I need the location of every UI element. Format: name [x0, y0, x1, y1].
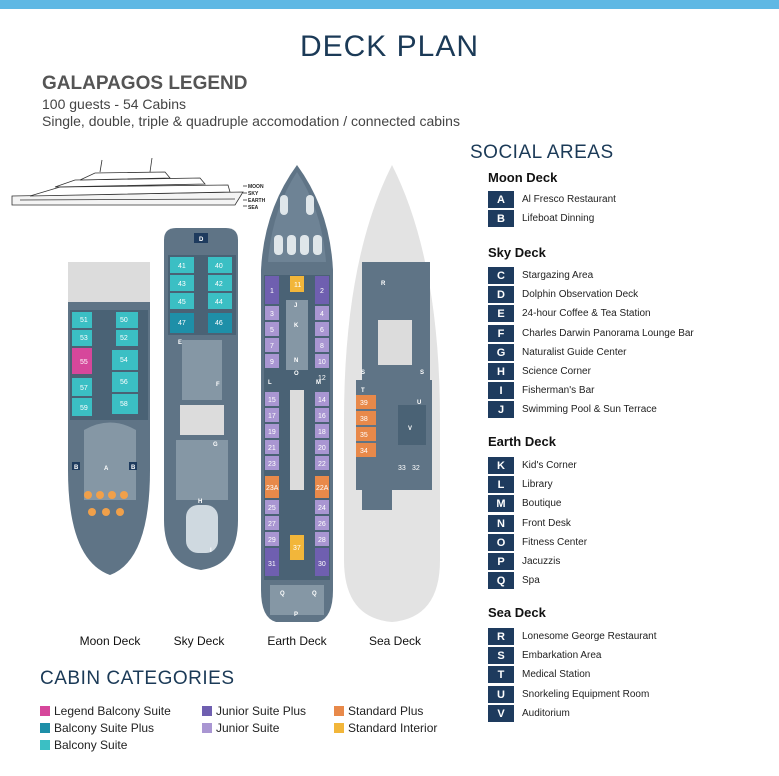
category-label: Legend Balcony Suite — [54, 704, 171, 718]
earth-cabin-22: 22 — [318, 461, 326, 468]
sky-tag-h: H — [198, 499, 203, 505]
sky-tag-e: E — [178, 340, 183, 346]
category-swatch — [40, 723, 50, 733]
profile-label-moon: MOON — [248, 184, 264, 190]
sea-tag-s-left: S — [361, 370, 366, 376]
area-label: Al Fresco Restaurant — [522, 194, 616, 205]
social-area-item — [488, 382, 595, 399]
earth-cabin-2: 2 — [320, 288, 324, 295]
social-areas-title: SOCIAL AREAS — [470, 142, 614, 163]
deck-label-sea: Sea Deck — [368, 634, 422, 648]
area-letter-badge: G — [488, 344, 514, 361]
social-area-item — [488, 210, 594, 227]
earth-cabin-3: 3 — [270, 311, 274, 318]
social-deck-heading: Moon Deck — [488, 170, 558, 185]
sea-tag-r: R — [381, 281, 386, 287]
sky-cabin-42: 42 — [215, 281, 223, 288]
sky-tag-i: I — [210, 548, 212, 554]
sky-cabin-41: 41 — [178, 263, 186, 270]
area-label: 24-hour Coffee & Tea Station — [522, 308, 651, 319]
area-letter-badge: I — [488, 382, 514, 399]
area-label: Embarkation Area — [522, 650, 602, 661]
social-area-item — [488, 534, 587, 551]
social-area-item — [488, 705, 570, 722]
area-letter-badge: J — [488, 401, 514, 418]
moon-tag-b-right: B — [131, 465, 136, 471]
sea-cabin-32: 32 — [412, 465, 420, 472]
area-label: Stargazing Area — [522, 270, 594, 281]
area-label: Library — [522, 479, 553, 490]
social-area-item — [488, 457, 577, 474]
earth-tag-q-right: Q — [312, 591, 317, 597]
area-letter-badge: P — [488, 553, 514, 570]
earth-cabin-16: 16 — [318, 413, 326, 420]
area-letter-badge: L — [488, 476, 514, 493]
earth-tag-j: J — [294, 303, 298, 309]
social-area-item — [488, 325, 694, 342]
social-area-item — [488, 686, 649, 703]
earth-cabin-24: 24 — [318, 505, 326, 512]
area-label: Charles Darwin Panorama Lounge Bar — [522, 328, 694, 339]
area-label: Swimming Pool & Sun Terrace — [522, 404, 657, 415]
sky-tag-f: F — [216, 382, 220, 388]
earth-cabin-18: 18 — [318, 429, 326, 436]
social-area-item — [488, 305, 651, 322]
social-deck-heading: Sky Deck — [488, 245, 546, 260]
category-legend-item — [202, 721, 279, 735]
sea-cabin-38: 38 — [360, 416, 368, 423]
social-area-item — [488, 495, 561, 512]
earth-cabin-28: 28 — [318, 537, 326, 544]
area-label: Kid's Corner — [522, 460, 577, 471]
area-letter-badge: Q — [488, 572, 514, 589]
social-deck-heading: Earth Deck — [488, 434, 556, 449]
social-area-item — [488, 647, 602, 664]
earth-cabin-26: 26 — [318, 521, 326, 528]
category-legend-item — [40, 721, 154, 735]
earth-cabin-8: 8 — [320, 343, 324, 350]
earth-tag-p: P — [294, 612, 299, 618]
category-swatch — [202, 723, 212, 733]
moon-cabin-55: 55 — [80, 359, 88, 366]
earth-cabin-31: 31 — [268, 561, 276, 568]
earth-deck-plan — [261, 165, 333, 622]
sea-tag-v: V — [408, 426, 413, 432]
sea-cabin-39: 39 — [360, 400, 368, 407]
area-label: Lonesome George Restaurant — [522, 631, 657, 642]
area-label: Front Desk — [522, 518, 571, 529]
sea-cabin-33: 33 — [398, 465, 406, 472]
category-label: Junior Suite Plus — [216, 704, 307, 718]
area-letter-badge: N — [488, 515, 514, 532]
social-deck-heading: Sea Deck — [488, 605, 546, 620]
social-area-item — [488, 267, 593, 284]
area-label: Fitness Center — [522, 537, 588, 548]
sea-cabin-34: 34 — [360, 448, 368, 455]
area-label: Spa — [522, 575, 540, 586]
earth-cabin-7: 7 — [270, 343, 274, 350]
sky-tag-g: G — [213, 442, 218, 448]
area-label: Dolphin Observation Deck — [522, 289, 639, 300]
earth-cabin-23: 23 — [268, 461, 276, 468]
area-letter-badge: K — [488, 457, 514, 474]
social-area-item — [488, 553, 560, 570]
category-swatch — [334, 706, 344, 716]
earth-cabin-17: 17 — [268, 413, 276, 420]
category-legend-item — [40, 704, 171, 718]
sky-cabin-47: 47 — [178, 320, 186, 327]
moon-cabin-53: 53 — [80, 335, 88, 342]
earth-cabin-22a: 22A — [316, 485, 329, 492]
area-label: Lifeboat Dinning — [522, 213, 595, 224]
profile-labels — [248, 184, 266, 211]
moon-cabin-59: 59 — [80, 405, 88, 412]
social-area-item — [488, 476, 553, 493]
category-legend-item — [202, 704, 306, 718]
earth-cabin-10: 10 — [318, 359, 326, 366]
area-letter-badge: B — [488, 210, 514, 227]
profile-label-earth: EARTH — [248, 198, 266, 204]
sea-cabin-35: 35 — [360, 432, 368, 439]
deck-label-earth: Earth Deck — [267, 634, 327, 648]
moon-cabin-58: 58 — [120, 401, 128, 408]
area-letter-badge: S — [488, 647, 514, 664]
social-area-item — [488, 344, 627, 361]
area-letter-badge: A — [488, 191, 514, 208]
area-letter-badge: T — [488, 666, 514, 683]
moon-cabin-54: 54 — [120, 357, 128, 364]
deck-label-moon: Moon Deck — [79, 634, 141, 648]
earth-cabin-1: 1 — [270, 288, 274, 295]
profile-label-sky: SKY — [248, 191, 259, 197]
category-swatch — [40, 706, 50, 716]
moon-tag-a: A — [104, 466, 109, 472]
category-swatch — [202, 706, 212, 716]
category-legend-item — [334, 721, 437, 735]
moon-tag-b-left: B — [74, 465, 79, 471]
area-letter-badge: H — [488, 363, 514, 380]
area-label: Naturalist Guide Center — [522, 347, 627, 358]
earth-cabin-11: 11 — [294, 282, 302, 289]
category-swatch — [40, 740, 50, 750]
deck-label-sky: Sky Deck — [173, 634, 225, 648]
profile-label-sea: SEA — [248, 205, 259, 211]
sky-deck-plan — [164, 228, 238, 570]
sea-tag-s-right: S — [420, 370, 425, 376]
accommodation-line: Single, double, triple & quadruple accomodation / connected cabins — [42, 113, 460, 129]
area-label: Jacuzzis — [522, 556, 561, 567]
earth-cabin-9: 9 — [270, 359, 274, 366]
sky-tag-d: D — [199, 237, 204, 243]
area-letter-badge: O — [488, 534, 514, 551]
sky-cabin-40: 40 — [215, 263, 223, 270]
earth-cabin-20: 20 — [318, 445, 326, 452]
category-label: Balcony Suite — [54, 738, 128, 752]
earth-cabin-4: 4 — [320, 311, 324, 318]
social-area-item — [488, 401, 657, 418]
category-legend-item — [40, 738, 127, 752]
page-title: DECK PLAN — [299, 30, 480, 63]
sea-deck-plan — [344, 165, 440, 622]
ship-profile — [12, 158, 247, 206]
earth-cabin-27: 27 — [268, 521, 276, 528]
social-area-item — [488, 515, 571, 532]
earth-tag-q-left: Q — [280, 591, 285, 597]
category-swatch — [334, 723, 344, 733]
area-letter-badge: U — [488, 686, 514, 703]
earth-cabin-6: 6 — [320, 327, 324, 334]
social-area-item — [488, 628, 657, 645]
area-label: Boutique — [522, 498, 562, 509]
social-area-item — [488, 286, 638, 303]
earth-cabin-15: 15 — [268, 397, 276, 404]
sky-cabin-45: 45 — [178, 299, 186, 306]
earth-cabin-23a: 23A — [266, 485, 279, 492]
category-label: Standard Plus — [348, 704, 424, 718]
moon-deck-plan — [68, 262, 150, 575]
moon-cabin-50: 50 — [120, 317, 128, 324]
social-area-item — [488, 363, 591, 380]
sky-cabin-44: 44 — [215, 299, 223, 306]
sea-tag-t: T — [361, 388, 365, 394]
area-letter-badge: D — [488, 286, 514, 303]
area-letter-badge: V — [488, 705, 514, 722]
sky-cabin-43: 43 — [178, 281, 186, 288]
area-letter-badge: E — [488, 305, 514, 322]
area-label: Science Corner — [522, 366, 591, 377]
earth-tag-o: O — [294, 371, 299, 377]
earth-cabin-5: 5 — [270, 327, 274, 334]
earth-cabin-19: 19 — [268, 429, 276, 436]
moon-cabin-57: 57 — [80, 385, 88, 392]
social-area-item — [488, 666, 590, 683]
moon-cabin-56: 56 — [120, 379, 128, 386]
sky-cabin-46: 46 — [215, 320, 223, 327]
category-label: Balcony Suite Plus — [54, 721, 155, 735]
earth-cabin-25: 25 — [268, 505, 276, 512]
area-letter-badge: C — [488, 267, 514, 284]
earth-tag-n: N — [294, 358, 299, 364]
category-legend-item — [334, 704, 423, 718]
earth-cabin-21: 21 — [268, 445, 276, 452]
earth-cabin-37: 37 — [293, 545, 301, 552]
earth-cabin-30: 30 — [318, 561, 326, 568]
earth-cabin-12: 12 — [318, 375, 326, 382]
earth-tag-m: M — [316, 380, 321, 386]
area-letter-badge: M — [488, 495, 514, 512]
moon-cabin-51: 51 — [80, 317, 88, 324]
area-letter-badge: F — [488, 325, 514, 342]
earth-tag-l: L — [268, 380, 272, 386]
area-label: Snorkeling Equipment Room — [522, 689, 650, 700]
area-letter-badge: R — [488, 628, 514, 645]
ship-name: GALAPAGOS LEGEND — [42, 73, 248, 94]
earth-cabin-14: 14 — [318, 397, 326, 404]
social-area-item — [488, 191, 616, 208]
area-label: Medical Station — [522, 669, 591, 680]
area-label: Fisherman's Bar — [522, 385, 595, 396]
guests-line: 100 guests - 54 Cabins — [42, 96, 186, 112]
category-label: Standard Interior — [348, 721, 438, 735]
category-label: Junior Suite — [216, 721, 280, 735]
social-area-item — [488, 572, 540, 589]
area-label: Auditorium — [522, 708, 570, 719]
earth-tag-k: K — [294, 323, 299, 329]
earth-cabin-29: 29 — [268, 537, 276, 544]
moon-cabin-52: 52 — [120, 335, 128, 342]
cabin-categories-title: CABIN CATEGORIES — [40, 668, 235, 689]
sea-tag-u: U — [417, 400, 422, 406]
